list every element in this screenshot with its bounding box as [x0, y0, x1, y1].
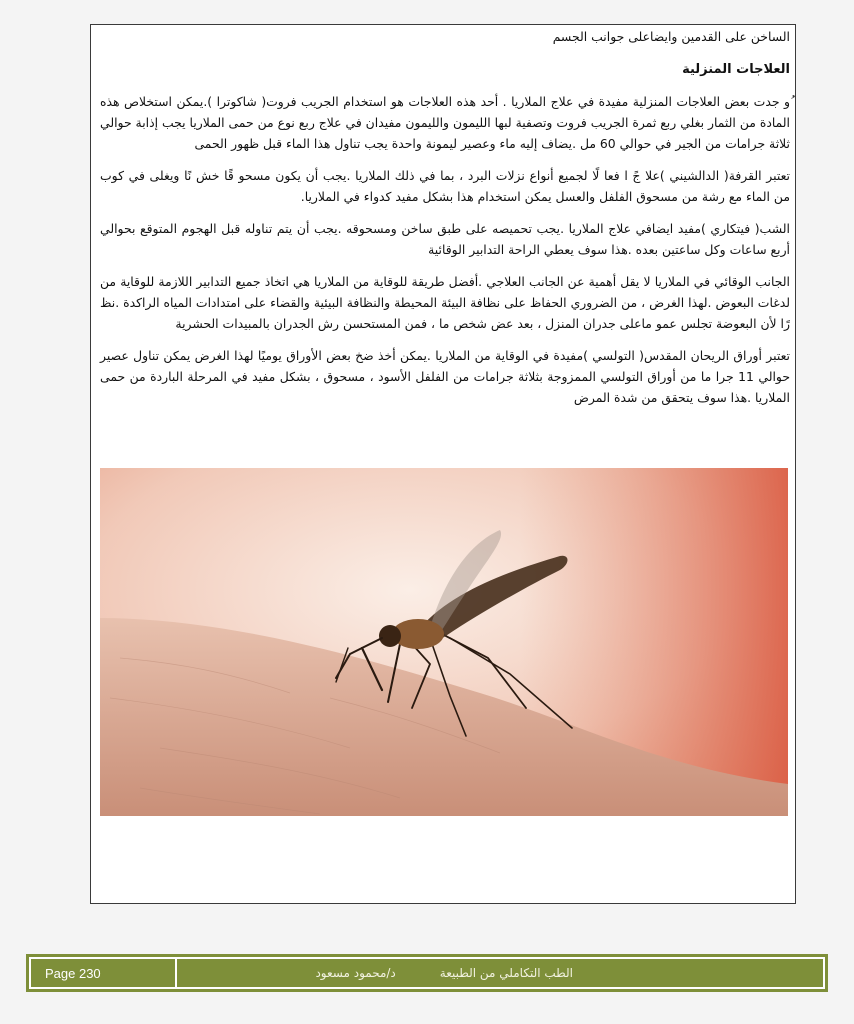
paragraph-prevention: الجانب الوقائي في الملاريا لا يقل أهمية عن الجانب العلاجي .أفضل طريقة للوقاية من الملاريا هي اتخاذ جميع التدابير اللازمة للوقاية من لدغات البعوض .لهذا الغرض ، من الضروري الحفاظ على نظافة البيئة المحيطة والنظافة البيئية والقضاء على امتدادات المياه الراكدة .نظ رًا لأن البعوضة تجلس عمو ماعلى جدران المنزل ، بعد عض شخص ما ، فمن المستحسن رش الجدران بالمبيدات الحشرية	[100, 274, 790, 331]
footer-band	[26, 954, 828, 992]
page-number: Page 230	[31, 959, 177, 987]
paragraph-grapefruit: ُو جدت بعض العلاجات المنزلية مفيدة في علاج الملاريا . أحد هذه العلاجات هو استخدام الجريب فروت( شاكوترا ).يمكن استخلاص هذه المادة من الثمار بغلي ربع ثمرة الجريب فروت وتصفية لبها الليمون والليمون مفيدان في علاج ربع نوع من حمى الملاريا يجب إذابة حوالي ثلاثة جرامات من الجير في حوالي 60 مل .يضاف إليه ماء وعصير ليمونة واحدة يجب تناول هذا الماء قبل ظهور الحمى	[100, 94, 790, 151]
document-body	[100, 26, 790, 419]
running-footer	[177, 959, 823, 987]
paragraph-cinnamon: تعتبر القرفة( الدالشيني )علا جً ا فعا لًا لجميع أنواع نزلات البرد ، بما في ذلك الملاريا .يجب أن يكون مسحو قًا خش نًا ويغلى في كوب من الماء مع رشة من مسحوق الفلفل والعسل يمكن استخدام هذا بشكل مفيد كدواء في الملاريا.	[100, 168, 790, 204]
footer-frame	[29, 957, 825, 989]
paragraph-alum: الشب( فيتكاري )مفيد ايضافي علاج الملاريا .يجب تحميصه على طبق ساخن ومسحوقه .يجب أن يتم تناوله قبل الهجوم المتوقع بحوالي أربع ساعات وكل ساعتين بعده .هذا سوف يعطي الراحة التدابير الوقائية	[100, 221, 790, 257]
section-heading: العلاجات المنزلية	[682, 62, 790, 77]
lead-line: الساخن على القدمين وايضاعلى جوانب الجسم	[552, 29, 790, 44]
book-title: الطب التكاملي من الطبيعة	[439, 966, 573, 980]
paragraph-holy-basil: تعتبر أوراق الريحان المقدس( التولسي )مفيدة في الوقاية من الملاريا .يمكن أخذ ضخ بعض الأوراق يوميًا لهذا الغرض يمكن تناول عصير حوالي 11 جرا ما من أوراق التولسي الممزوجة بثلاثة جرامات من الفلفل الأسود ، مسحوق ، بشكل مفيد في المرحلة الباردة من حمى الملاريا .هذا سوف يتحقق من شدة المرض	[100, 348, 790, 405]
mosquito-on-skin-image	[100, 468, 788, 816]
author-name: د/محمود مسعود	[315, 966, 396, 980]
